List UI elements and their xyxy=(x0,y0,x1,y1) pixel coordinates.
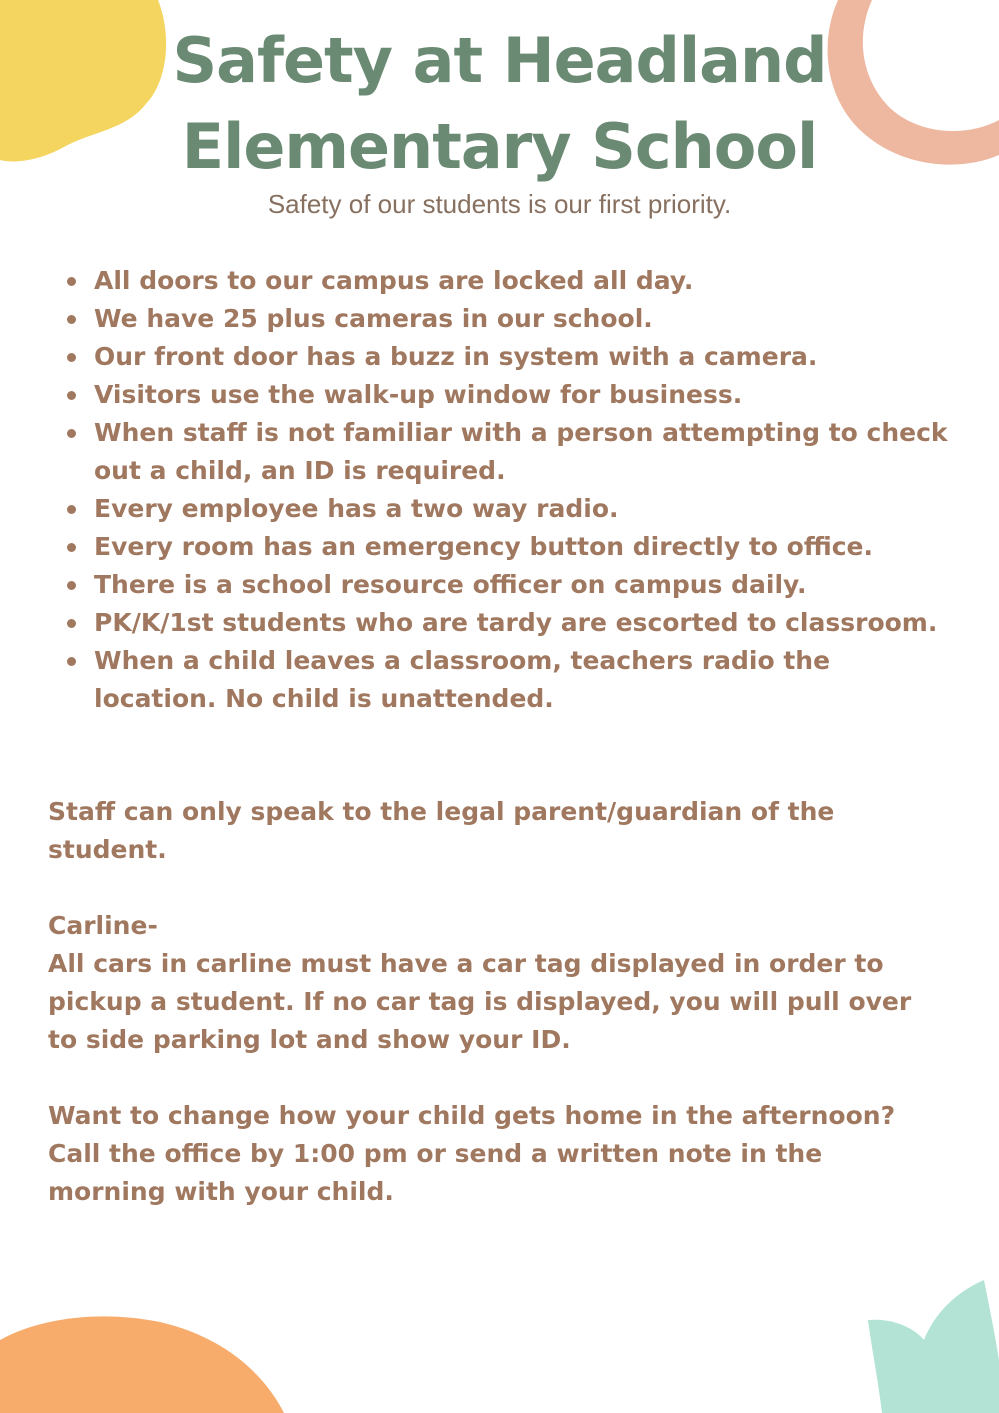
carline-paragraph xyxy=(48,907,968,1059)
safety-list xyxy=(60,262,970,718)
paragraph-line: morning with your child. xyxy=(48,1177,394,1206)
list-item xyxy=(60,642,970,718)
list-item-text: When staff is not familiar with a person attempting to check xyxy=(94,418,948,447)
list-item-text: We have 25 plus cameras in our school. xyxy=(94,304,653,333)
list-item xyxy=(60,300,970,338)
paragraph-line: Want to change how your child gets home in the afternoon? xyxy=(48,1101,896,1130)
change-pickup-paragraph xyxy=(48,1097,968,1211)
orange-blob-shape xyxy=(0,1300,300,1413)
paragraph-line: to side parking lot and show your ID. xyxy=(48,1025,571,1054)
list-item-text: When a child leaves a classroom, teachers radio the xyxy=(94,646,831,675)
mint-leaf-shape xyxy=(860,1280,999,1413)
page-title xyxy=(0,18,999,190)
list-item-text: location. No child is unattended. xyxy=(94,684,554,713)
list-item xyxy=(60,604,970,642)
title-line: Elementary School xyxy=(181,110,818,183)
list-item-text: Our front door has a buzz in system with a camera. xyxy=(94,342,818,371)
list-item-text: Visitors use the walk-up window for business. xyxy=(94,380,743,409)
paragraph-line: pickup a student. If no car tag is displayed, you will pull over xyxy=(48,987,912,1016)
list-item xyxy=(60,566,970,604)
paragraph-line: Staff can only speak to the legal parent/guardian of the xyxy=(48,797,835,826)
list-item xyxy=(60,376,970,414)
list-item-text: Every employee has a two way radio. xyxy=(94,494,619,523)
list-item xyxy=(60,414,970,490)
list-item-text: There is a school resource officer on campus daily. xyxy=(94,570,807,599)
carline-heading: Carline- xyxy=(48,911,158,940)
paragraph-line: student. xyxy=(48,835,167,864)
title-line: Safety at Headland xyxy=(172,24,827,97)
list-item-text: All doors to our campus are locked all day. xyxy=(94,266,694,295)
list-item xyxy=(60,490,970,528)
paragraph-line: Call the office by 1:00 pm or send a written note in the xyxy=(48,1139,823,1168)
paragraph-line: All cars in carline must have a car tag displayed in order to xyxy=(48,949,884,978)
list-item xyxy=(60,528,970,566)
staff-notice-paragraph xyxy=(48,793,968,869)
list-item xyxy=(60,338,970,376)
list-item xyxy=(60,262,970,300)
list-item-text: Every room has an emergency button directly to office. xyxy=(94,532,873,561)
subtitle: Safety of our students is our first priority. xyxy=(267,189,732,219)
list-item-text: out a child, an ID is required. xyxy=(94,456,506,485)
list-item-text: PK/K/1st students who are tardy are escorted to classroom. xyxy=(94,608,938,637)
